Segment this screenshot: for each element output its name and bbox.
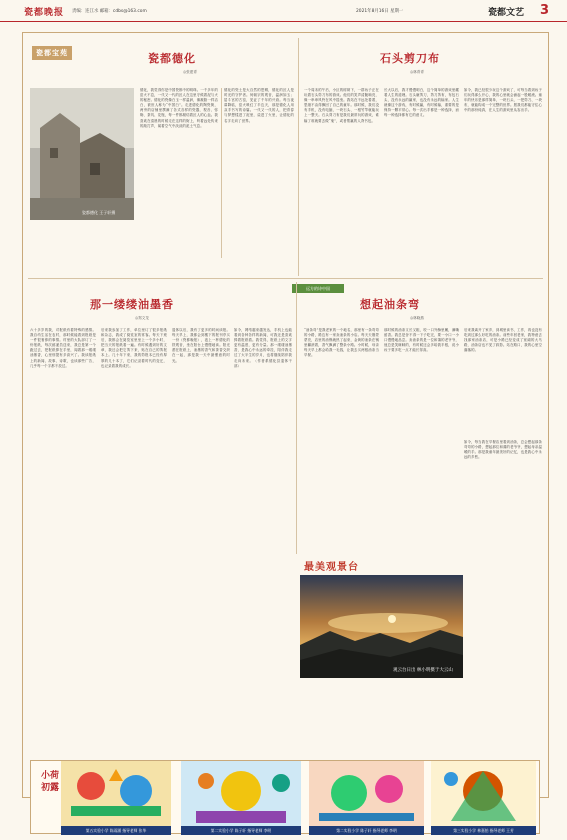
article-body: 德化的瓷土是大自然的恩赐，德化的匠人是时光的守护者。何朝宗的观音，温润如玉；屈斗宫的古窑，见证了千年的兴衰。每当夜幕降临，窑火映红了半边天，那是德化人用双手书写的诗篇。一代又一代的人，把青春与梦想揉进了泥里，烧进了火里，让德化的名字走向了世界。	[224, 88, 294, 123]
artwork-2	[181, 761, 301, 835]
article-body: 如今，每当我在早餐店里看到油条，总会想起那条弯弯的小路，想起那位和蔼的老爷爷，想起母亲温暖的手。那是我童年最美好的记忆，也是我心中永远的乡愁。	[464, 440, 542, 460]
article-body: 德化，我觉得你是中国瓷都中的明珠。一千多年的窑火不息，一代又一代的匠人在这里守候着泥与火的秘密。德化的瓷像白玉一样温润，像凝脂一样洁白，被世人称为“中国白”。走进德化的陶瓷街，两旁的店铺里摆满了各式各样的瓷器，观音、弥勒、茶具、花瓶，每一件都凝结着匠人的心血。我喜欢在清晨的时候走在这样的街上，听着远处传来的敲打声，闻着空气中淡淡的泥土气息。	[140, 88, 218, 128]
article-author: ◎林晓燕	[410, 316, 424, 320]
column-badge: 瓷都宝苑	[32, 46, 72, 60]
article-body: 一个周末的午后，小区的树荫下，一群孩子正在玩着石头剪刀布的游戏。他们的笑声清脆响亮，像一串串风铃在风中摇曳。我站在不远处看着，思绪不由得飘回了自己的童年。那时候，我们没有手机，没有电脑，一块石头、一根竹竿就能玩上一整天。石头剪刀布是我们最常玩的游戏，谁输了谁就要去做“鬼”，或者帮赢的人背书包。	[304, 88, 379, 123]
artwork-1	[61, 761, 171, 835]
column-divider	[221, 88, 222, 258]
artwork-caption: 第二实验小学 陈子轩 指导老师 李明	[181, 826, 301, 835]
article-title-rock-paper-scissors: 石头剪刀布	[380, 52, 440, 65]
artwork-4	[431, 761, 536, 835]
column-divider	[298, 38, 299, 276]
artwork-3	[309, 761, 424, 835]
photo-feature-title: 最美观景台	[304, 562, 359, 573]
article-body	[30, 225, 134, 235]
mid-column-badge: 远方的诗中国	[292, 284, 344, 293]
column-divider	[296, 282, 297, 554]
landscape-photo	[300, 575, 463, 678]
article-title-ink-fragrance: 那一缕缕油墨香	[90, 298, 174, 311]
article-title-youtiao-bend: 想起油条弯	[360, 298, 420, 311]
strip-label: 小荷初露	[40, 771, 59, 793]
section-title: 瓷都文艺	[488, 8, 525, 18]
kids-art-strip	[30, 760, 540, 834]
editor-info: 责编：连江水 邮箱：cdbs@163.com	[72, 9, 147, 14]
article-title-ciduchua: 瓷都德化	[148, 52, 196, 65]
artwork-caption: 第三实验小学 林嘉怡 指导老师 王芳	[431, 826, 536, 835]
article-body: 那时候的油条又长又粗，咬一口外酥里嫩，满嘴留香。我总是舍不得一下子吃完，要一小口一小口慢慢地品尝。卖油条的是一位和蔼的老爷爷，他总是笑眯眯的，有时候还会多给我半根，说小孩子要多吃一点才能长得高。	[384, 328, 459, 353]
issue-date: 2021年8月16日 星期一	[356, 9, 404, 14]
artwork-caption: 第二实验小学 陈子轩 指导老师 李明	[309, 826, 424, 835]
artwork-caption: 第五实验小学 陈雨涵 指导老师 张华	[61, 826, 171, 835]
article-body: 长大以后，我才慢慢明白，这个简单的游戏里藏着人生的道理。石头砸剪刀，剪刀剪布，布包石头，没有永远的赢家，也没有永远的输家。人生就像这个游戏，有时候赢，有时候输，重要的是保持一颗平常心。每一次出手都是一种选择，而每一种选择都有它的意义。	[384, 88, 459, 118]
dehua-photo	[30, 88, 134, 220]
photo-caption: 瓷都德化 王子轩摄	[82, 210, 116, 215]
article-body: 后来我离开了家乡，到城里读书、工作，再也没有吃到过那么好吃的油条。前些年回老家，我特意去找那家油条店，可是小路已经变成了宽阔的大马路，油条店也不见了踪影。站在路口，我的心里空落落的。	[464, 328, 542, 353]
section-divider	[28, 278, 543, 279]
newspaper-logo: 瓷都晚报	[24, 8, 65, 18]
article-author: ◎郑文龙	[135, 316, 149, 320]
article-body: 六十多岁的我，对报纸有着特殊的感情。我自幼生活在农村，那时候能看到报纸是一件很奢侈的事情。村里的大队部订了一份报纸，每次邮递员送来，我总是第一个跑过去，把报纸捧在手里，闻着那一缕缕油墨香，心里别提有多高兴了。我读报纸上的新闻、故事、诗歌，也读那些广告，几乎每一个字都不放过。	[30, 328, 96, 368]
article-author: ◎张建青	[183, 70, 197, 74]
photo-caption: 观云台日出 林小明摄于大云山	[393, 668, 453, 673]
article-body: 如今，我已经很少玩这个游戏了，可每当看到孩子们玩得那么开心，我的心里就会涌起一股暖流。童年的快乐是那样简单，一块石头、一把剪刀、一块布，就能构成一个完整的世界。愿我们都能守住心中的那份纯真，在人生的游戏里从容出手。	[464, 88, 542, 113]
article-body: “油条弯”是我老家的一个地名，那里有一条弯弯的小路，路边有一家卖油条的小店。每天天刚蒙蒙亮，店里的油锅就热了起来，金黄的油条在锅里翻滚着，香气飘满了整条小路。小时候，母亲每天早上都会给我一毛钱，让我去买两根油条当早餐。	[304, 328, 379, 358]
article-body: 退休以后，我有了更多的时间读报。每天早上，我都会到楼下的报刊亭买一份《瓷都晚报》，泡上一杯德化的铁观音，坐在阳台上慢慢地读。阳光洒在报纸上，油墨的香气和茶香交织在一起，那是我一天中最惬意的时光。	[172, 328, 230, 363]
page-number: 3	[540, 3, 550, 18]
article-author: ◎林青青	[410, 70, 424, 74]
article-body: 后来我参加了工作，单位里订了很多报纸和杂志，我成了阅览室的常客。每天下班后，我都会在阅览室里坐上一个多小时，把当天的报纸看一遍。有时候遇到好的文章，我还会把它剪下来，贴在自己的剪报本上。几十年下来，我的剪报本已经有厚厚的几十本了，它们记录着时代的变迁，也记录着我的成长。	[101, 328, 167, 368]
article-body: 如今，网络越来越发达，手机上也能看到各种各样的新闻，可我还是喜欢捧着报纸看。我觉得，报纸上的文字更有温度，更有分量。那一缕缕油墨香，是我心中永远的牵挂，陪伴我走过了大半生的岁月，也将继续陪伴我走向未来。（作者系德化县退休干部）	[234, 328, 292, 368]
